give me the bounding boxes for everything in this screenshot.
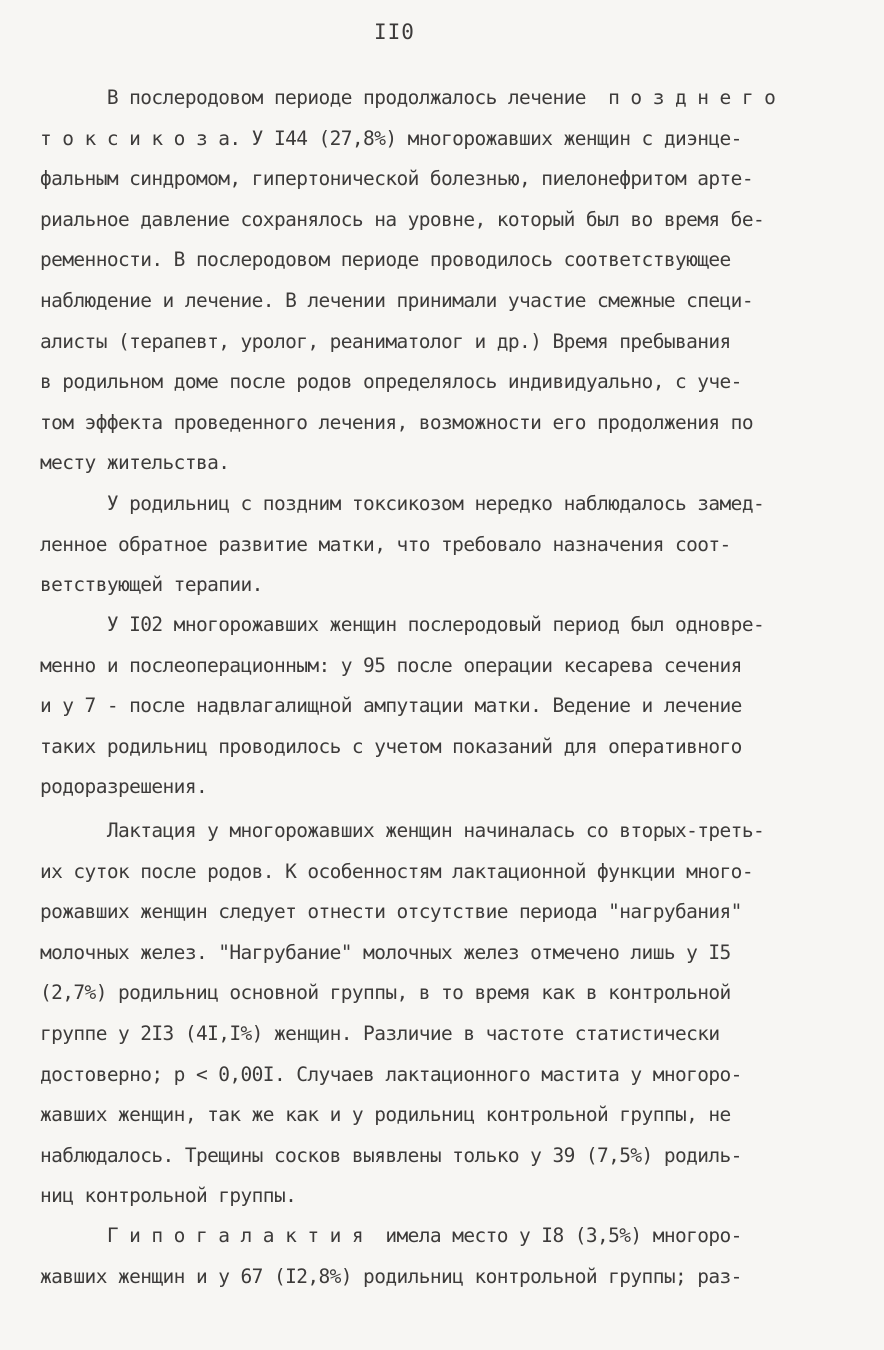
text-line: том эффекта проведенного лечения, возможности его продолжения по <box>40 410 753 434</box>
text-line: ветствующей терапии. <box>40 573 263 597</box>
text-line: (2,7%) родильниц основной группы, в то время как в контрольной <box>40 981 731 1005</box>
text-line: родоразрешения. <box>40 775 208 799</box>
text-line: и у 7 - после надвлагалищной ампутации матки. Ведение и лечение <box>40 694 742 718</box>
text-line: достоверно; р < 0,00I. Случаев лактационного мастита у многоро- <box>40 1062 742 1086</box>
text-line: В послеродовом периоде продолжалось лечение п о з д н е г о <box>40 86 776 109</box>
text-line: наблюдение и лечение. В лечении принимали участие смежные специ- <box>40 288 753 312</box>
text-line: алисты (терапевт, уролог, реаниматолог и др.) Время пребывания <box>40 329 731 353</box>
text-line: ременности. В послеродовом периоде проводилось соответствующее <box>40 248 731 272</box>
text-line: У родильниц с поздним токсикозом нередко наблюдалось замед- <box>40 492 765 515</box>
text-line: фальным синдромом, гипертонической болезнью, пиелонефритом арте- <box>40 167 753 191</box>
text-line: Лактация у многорожавших женщин начиналась со вторых-треть- <box>40 819 765 842</box>
text-line: рожавших женщин следует отнести отсутствие периода "нагрубания" <box>40 900 742 924</box>
text-line: У I02 многорожавших женщин послеродовый период был одновре- <box>40 613 765 636</box>
text-line: в родильном доме после родов определялось индивидуально, с уче- <box>40 370 742 394</box>
paragraph-hypogalactia <box>40 1216 860 1297</box>
text-line: таких родильниц проводилось с учетом показаний для оперативного <box>40 734 742 758</box>
text-line: Г и п о г а л а к т и я имела место у I8 (3,5%) многоро- <box>40 1224 742 1247</box>
paragraph-postpartum-toxicosis <box>40 78 860 484</box>
paragraph-lactation <box>40 811 860 1217</box>
text-line: ниц контрольной группы. <box>40 1184 297 1208</box>
text-line: жавших женщин и у 67 (I2,8%) родильниц контрольной группы; раз- <box>40 1264 742 1288</box>
text-line: их суток после родов. К особенностям лактационной функции много- <box>40 859 753 883</box>
text-line: наблюдалось. Трещины сосков выявлены только у 39 (7,5%) родиль- <box>40 1143 742 1167</box>
text-line: месту жительства. <box>40 451 230 475</box>
text-line: риальное давление сохранялось на уровне, который был во время бе- <box>40 207 765 231</box>
text-line: группе у 2I3 (4I,I%) женщин. Различие в частоте статистически <box>40 1021 720 1045</box>
paragraph-uterus-involution <box>40 484 860 606</box>
text-line: ленное обратное развитие матки, что требовало назначения соот- <box>40 532 731 556</box>
text-line: менно и послеоперационным: у 95 после операции кесарева сечения <box>40 653 742 677</box>
paragraph-postoperative-period <box>40 605 860 808</box>
text-line: молочных желез. "Нагрубание" молочных желез отмечено лишь у I5 <box>40 940 731 964</box>
text-line: т о к с и к о з а. У I44 (27,8%) многорожавших женщин с диэнце- <box>40 126 742 150</box>
page-number: II0 <box>374 20 415 44</box>
text-line: жавших женщин, так же как и у родильниц контрольной группы, не <box>40 1103 731 1127</box>
